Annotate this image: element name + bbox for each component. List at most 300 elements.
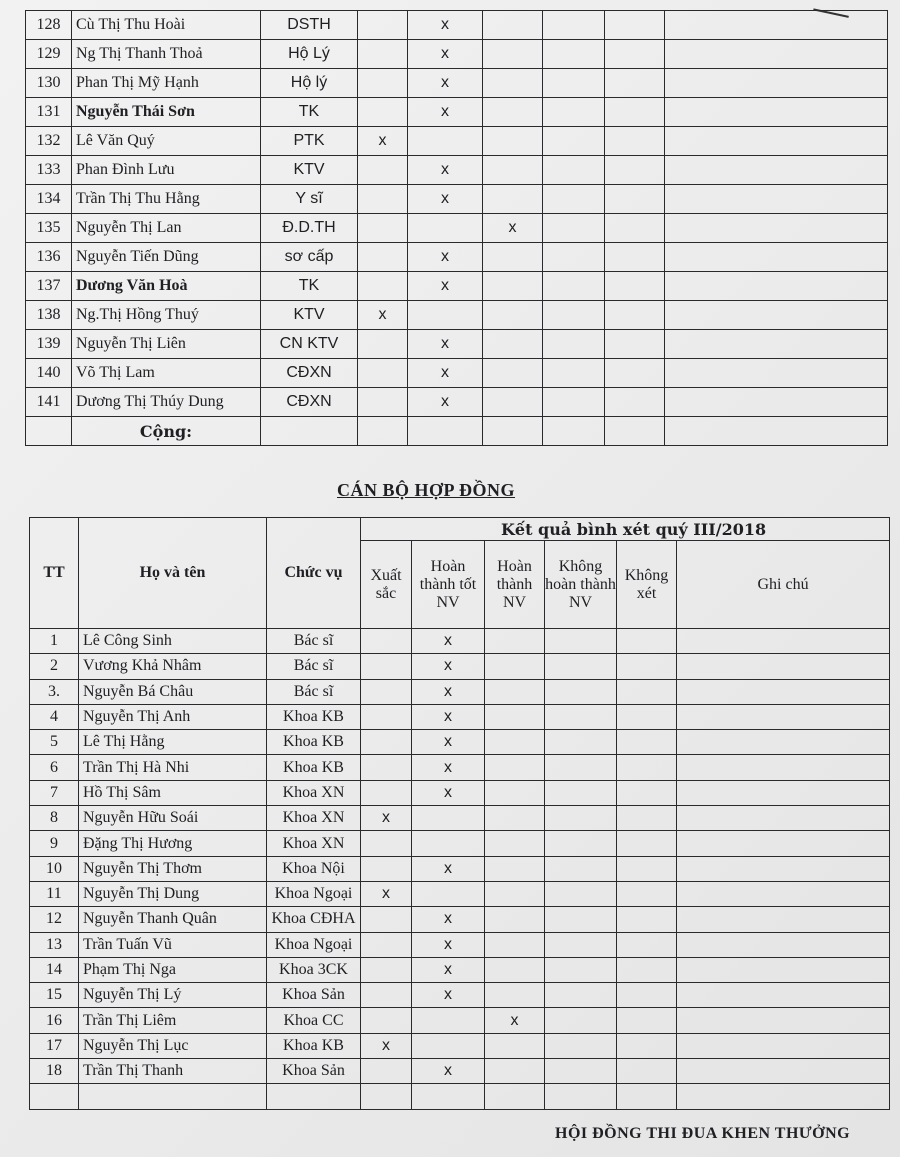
note-cell (677, 983, 890, 1008)
mark-khong-xet (617, 957, 677, 982)
staff-role: sơ cấp (261, 243, 358, 272)
note-cell (677, 907, 890, 932)
mark-hoan-thanh-tot: x (412, 907, 485, 932)
table-row (30, 730, 890, 755)
staff-role: Khoa KB (267, 755, 361, 780)
mark-hoan-thanh (485, 907, 545, 932)
top-table-body (26, 11, 888, 446)
staff-name: Nguyễn Thị Liên (72, 330, 261, 359)
mark-khong-xet (617, 983, 677, 1008)
mark-xuat-sac (358, 156, 408, 185)
row-number: 13 (30, 932, 79, 957)
mark-hoan-thanh (485, 1059, 545, 1084)
table-row (30, 755, 890, 780)
table-row (26, 388, 888, 417)
mark-hoan-thanh (483, 185, 543, 214)
mark-khong-hoan-thanh (545, 1033, 617, 1058)
section-title: CÁN BỘ HỢP ĐỒNG (337, 480, 516, 500)
mark-khong-xet (605, 301, 665, 330)
row-number: 136 (26, 243, 72, 272)
mark-hoan-thanh-tot (408, 301, 483, 330)
mark-hoan-thanh-tot: x (412, 780, 485, 805)
mark-khong-xet (617, 1059, 677, 1084)
staff-name: Nguyễn Tiến Dũng (72, 243, 261, 272)
total-row (26, 417, 888, 446)
mark-xuat-sac (358, 185, 408, 214)
mark-xuat-sac (361, 629, 412, 654)
mark-hoan-thanh (483, 98, 543, 127)
mark-hoan-thanh (485, 629, 545, 654)
mark-xuat-sac (361, 1059, 412, 1084)
staff-role: TK (261, 98, 358, 127)
note-cell (677, 704, 890, 729)
mark-khong-xet (605, 359, 665, 388)
row-number: 3. (30, 679, 79, 704)
mark-xuat-sac (361, 907, 412, 932)
mark-khong-hoan-thanh (545, 907, 617, 932)
header-hoan-thanh-tot: Hoàn thành tốt NV (412, 541, 485, 629)
mark-xuat-sac (358, 243, 408, 272)
mark-khong-xet (605, 388, 665, 417)
note-cell (665, 185, 888, 214)
mark-khong-xet (617, 780, 677, 805)
staff-name: Lê Công Sinh (79, 629, 267, 654)
table-row (30, 957, 890, 982)
mark-xuat-sac (358, 40, 408, 69)
staff-role: Khoa KB (267, 1033, 361, 1058)
mark-khong-xet (605, 214, 665, 243)
mark-hoan-thanh-tot: x (408, 156, 483, 185)
mark-hoan-thanh (483, 11, 543, 40)
mark-khong-xet (617, 679, 677, 704)
mark-hoan-thanh (483, 272, 543, 301)
note-cell (677, 932, 890, 957)
header-tt: TT (30, 518, 79, 629)
table-row (26, 330, 888, 359)
staff-name: Nguyễn Thái Sơn (72, 98, 261, 127)
staff-name: Phạm Thị Nga (79, 957, 267, 982)
mark-hoan-thanh (485, 831, 545, 856)
table-row (30, 780, 890, 805)
mark-xuat-sac: x (361, 1033, 412, 1058)
mark-hoan-thanh (483, 301, 543, 330)
staff-role: KTV (261, 301, 358, 330)
staff-name: Trần Thị Liêm (79, 1008, 267, 1033)
total-cell (483, 417, 543, 446)
mark-hoan-thanh (485, 1033, 545, 1058)
staff-name: Vương Khả Nhâm (79, 654, 267, 679)
staff-role: Y sĩ (261, 185, 358, 214)
mark-khong-xet (617, 806, 677, 831)
staff-role: Bác sĩ (267, 629, 361, 654)
mark-khong-hoan-thanh (543, 301, 605, 330)
mark-hoan-thanh-tot: x (412, 654, 485, 679)
top-staff-table (25, 10, 888, 446)
note-cell (677, 730, 890, 755)
total-cell (543, 417, 605, 446)
empty-cell (267, 1084, 361, 1109)
mark-khong-xet (605, 98, 665, 127)
mark-khong-xet (605, 185, 665, 214)
staff-name: Đặng Thị Hương (79, 831, 267, 856)
mark-khong-hoan-thanh (543, 330, 605, 359)
mark-khong-xet (605, 330, 665, 359)
row-number: 14 (30, 957, 79, 982)
mark-xuat-sac (358, 98, 408, 127)
row-number: 8 (30, 806, 79, 831)
staff-role: Khoa XN (267, 831, 361, 856)
empty-cell (545, 1084, 617, 1109)
mark-khong-hoan-thanh (545, 780, 617, 805)
total-cell (261, 417, 358, 446)
staff-role: TK (261, 272, 358, 301)
table-row (26, 127, 888, 156)
mark-khong-hoan-thanh (543, 40, 605, 69)
mark-hoan-thanh-tot: x (408, 69, 483, 98)
mark-xuat-sac: x (361, 881, 412, 906)
mark-khong-hoan-thanh (543, 185, 605, 214)
note-cell (665, 243, 888, 272)
table-row (30, 831, 890, 856)
note-cell (677, 755, 890, 780)
mark-khong-xet (605, 69, 665, 98)
staff-role: Khoa KB (267, 730, 361, 755)
mark-khong-xet (617, 704, 677, 729)
total-cell (358, 417, 408, 446)
mark-hoan-thanh-tot: x (412, 629, 485, 654)
empty-cell (30, 1084, 79, 1109)
table-row (30, 629, 890, 654)
staff-name: Nguyễn Hữu Soái (79, 806, 267, 831)
note-cell (665, 11, 888, 40)
mark-khong-xet (617, 654, 677, 679)
table-row (26, 11, 888, 40)
mark-khong-hoan-thanh (545, 856, 617, 881)
mark-khong-hoan-thanh (545, 755, 617, 780)
staff-role: CĐXN (261, 359, 358, 388)
mark-hoan-thanh-tot (412, 1033, 485, 1058)
mark-khong-xet (617, 1008, 677, 1033)
staff-name: Dương Văn Hoà (72, 272, 261, 301)
note-cell (665, 388, 888, 417)
mark-khong-xet (617, 932, 677, 957)
mark-hoan-thanh-tot: x (412, 856, 485, 881)
mark-hoan-thanh (485, 704, 545, 729)
staff-role: Đ.D.TH (261, 214, 358, 243)
mark-xuat-sac (361, 856, 412, 881)
staff-name: Võ Thị Lam (72, 359, 261, 388)
mark-hoan-thanh: x (485, 1008, 545, 1033)
staff-name: Hồ Thị Sâm (79, 780, 267, 805)
mark-hoan-thanh-tot: x (412, 957, 485, 982)
mark-xuat-sac (361, 730, 412, 755)
mark-khong-hoan-thanh (543, 388, 605, 417)
mark-hoan-thanh (483, 388, 543, 417)
row-number: 12 (30, 907, 79, 932)
staff-role: Khoa CĐHA (267, 907, 361, 932)
note-cell (665, 214, 888, 243)
staff-name: Trần Tuấn Vũ (79, 932, 267, 957)
table-row (26, 359, 888, 388)
mark-xuat-sac (361, 831, 412, 856)
staff-role: DSTH (261, 11, 358, 40)
header-role: Chức vụ (267, 518, 361, 629)
row-number: 7 (30, 780, 79, 805)
note-cell (677, 629, 890, 654)
mark-hoan-thanh (485, 755, 545, 780)
staff-name: Nguyễn Thị Thơm (79, 856, 267, 881)
note-cell (665, 272, 888, 301)
row-number: 129 (26, 40, 72, 69)
mark-hoan-thanh-tot: x (412, 983, 485, 1008)
mark-xuat-sac (361, 983, 412, 1008)
row-number: 16 (30, 1008, 79, 1033)
row-number: 17 (30, 1033, 79, 1058)
mark-xuat-sac (358, 272, 408, 301)
empty-cell (617, 1084, 677, 1109)
mark-hoan-thanh-tot (412, 1008, 485, 1033)
mark-hoan-thanh-tot: x (408, 98, 483, 127)
note-cell (665, 40, 888, 69)
row-number: 6 (30, 755, 79, 780)
mark-xuat-sac: x (361, 806, 412, 831)
table-row (30, 1008, 890, 1033)
row-number: 130 (26, 69, 72, 98)
mark-hoan-thanh-tot: x (408, 388, 483, 417)
row-number: 2 (30, 654, 79, 679)
table-row (30, 1033, 890, 1058)
mark-khong-hoan-thanh (543, 127, 605, 156)
table-row (30, 881, 890, 906)
staff-name: Phan Đình Lưu (72, 156, 261, 185)
note-cell (677, 679, 890, 704)
table-row (26, 214, 888, 243)
mark-hoan-thanh (483, 156, 543, 185)
mark-khong-hoan-thanh (543, 11, 605, 40)
header-ghi-chu: Ghi chú (677, 541, 890, 629)
header-hoan-thanh: Hoàn thành NV (485, 541, 545, 629)
row-number: 4 (30, 704, 79, 729)
staff-name: Nguyễn Thị Dung (79, 881, 267, 906)
row-number: 15 (30, 983, 79, 1008)
staff-role: CN KTV (261, 330, 358, 359)
mark-hoan-thanh-tot: x (408, 359, 483, 388)
staff-name: Lê Thị Hằng (79, 730, 267, 755)
table-row (30, 932, 890, 957)
staff-role: Khoa Ngoại (267, 932, 361, 957)
mark-hoan-thanh (485, 780, 545, 805)
row-number: 139 (26, 330, 72, 359)
mark-xuat-sac: x (358, 127, 408, 156)
mark-khong-xet (617, 856, 677, 881)
table-row (26, 301, 888, 330)
contract-table-body (30, 629, 890, 1110)
staff-role: CĐXN (261, 388, 358, 417)
note-cell (665, 301, 888, 330)
table-row (26, 98, 888, 127)
row-number: 137 (26, 272, 72, 301)
mark-khong-hoan-thanh (545, 730, 617, 755)
note-cell (665, 127, 888, 156)
mark-hoan-thanh-tot: x (412, 730, 485, 755)
staff-role: Khoa Ngoại (267, 881, 361, 906)
table-row (26, 40, 888, 69)
mark-xuat-sac (361, 932, 412, 957)
row-number: 10 (30, 856, 79, 881)
mark-hoan-thanh-tot: x (412, 704, 485, 729)
mark-hoan-thanh-tot: x (408, 272, 483, 301)
table-row (30, 704, 890, 729)
mark-hoan-thanh (483, 127, 543, 156)
staff-name: Trần Thị Thanh (79, 1059, 267, 1084)
total-label: Cộng: (72, 417, 261, 446)
note-cell (677, 654, 890, 679)
staff-name: Nguyễn Thị Lục (79, 1033, 267, 1058)
table-row (26, 69, 888, 98)
mark-khong-xet (605, 156, 665, 185)
mark-khong-hoan-thanh (545, 957, 617, 982)
mark-khong-hoan-thanh (545, 983, 617, 1008)
note-cell (677, 806, 890, 831)
mark-khong-hoan-thanh (545, 654, 617, 679)
row-number: 9 (30, 831, 79, 856)
mark-khong-hoan-thanh (543, 272, 605, 301)
mark-hoan-thanh-tot: x (408, 243, 483, 272)
table-row (26, 156, 888, 185)
staff-role: Hộ lý (261, 69, 358, 98)
mark-hoan-thanh (485, 856, 545, 881)
note-cell (677, 1059, 890, 1084)
mark-hoan-thanh-tot: x (412, 1059, 485, 1084)
total-cell (408, 417, 483, 446)
staff-role: Khoa XN (267, 780, 361, 805)
mark-xuat-sac (361, 654, 412, 679)
mark-khong-hoan-thanh (543, 359, 605, 388)
note-cell (677, 881, 890, 906)
mark-khong-hoan-thanh (543, 69, 605, 98)
mark-hoan-thanh-tot: x (408, 330, 483, 359)
note-cell (677, 1008, 890, 1033)
row-number: 128 (26, 11, 72, 40)
mark-khong-hoan-thanh (543, 214, 605, 243)
total-cell (605, 417, 665, 446)
mark-khong-hoan-thanh (545, 1008, 617, 1033)
staff-role: Bác sĩ (267, 679, 361, 704)
mark-khong-hoan-thanh (545, 831, 617, 856)
mark-hoan-thanh-tot (408, 127, 483, 156)
row-number: 135 (26, 214, 72, 243)
table-row (30, 907, 890, 932)
mark-khong-hoan-thanh (545, 881, 617, 906)
empty-cell (485, 1084, 545, 1109)
mark-khong-hoan-thanh (545, 679, 617, 704)
mark-hoan-thanh (485, 881, 545, 906)
total-cell (665, 417, 888, 446)
mark-khong-xet (617, 730, 677, 755)
mark-hoan-thanh (483, 359, 543, 388)
staff-role: Khoa CC (267, 1008, 361, 1033)
staff-name: Ng Thị Thanh Thoả (72, 40, 261, 69)
row-number: 5 (30, 730, 79, 755)
mark-xuat-sac (361, 780, 412, 805)
mark-hoan-thanh-tot: x (412, 932, 485, 957)
note-cell (677, 957, 890, 982)
mark-hoan-thanh-tot (408, 214, 483, 243)
mark-xuat-sac: x (358, 301, 408, 330)
row-number: 134 (26, 185, 72, 214)
mark-xuat-sac (358, 330, 408, 359)
row-number: 141 (26, 388, 72, 417)
mark-khong-hoan-thanh (545, 932, 617, 957)
mark-hoan-thanh (485, 957, 545, 982)
staff-role: Bác sĩ (267, 654, 361, 679)
staff-role: Khoa Sản (267, 1059, 361, 1084)
row-number: 140 (26, 359, 72, 388)
table-row (30, 679, 890, 704)
mark-hoan-thanh (485, 932, 545, 957)
mark-hoan-thanh-tot (412, 806, 485, 831)
mark-hoan-thanh-tot (412, 831, 485, 856)
mark-xuat-sac (361, 755, 412, 780)
note-cell (677, 780, 890, 805)
mark-hoan-thanh (483, 330, 543, 359)
mark-hoan-thanh (483, 243, 543, 272)
table-row (26, 272, 888, 301)
empty-cell (677, 1084, 890, 1109)
note-cell (665, 156, 888, 185)
row-number: 131 (26, 98, 72, 127)
staff-role: KTV (261, 156, 358, 185)
table-row (26, 185, 888, 214)
staff-role: Khoa 3CK (267, 957, 361, 982)
empty-cell (412, 1084, 485, 1109)
staff-role: Hộ Lý (261, 40, 358, 69)
mark-hoan-thanh: x (483, 214, 543, 243)
note-cell (677, 1033, 890, 1058)
note-cell (665, 359, 888, 388)
staff-name: Ng.Thị Hồng Thuý (72, 301, 261, 330)
mark-xuat-sac (358, 69, 408, 98)
staff-name: Trần Thị Hà Nhi (79, 755, 267, 780)
empty-row (30, 1084, 890, 1109)
mark-xuat-sac (358, 214, 408, 243)
note-cell (677, 856, 890, 881)
mark-hoan-thanh-tot: x (408, 185, 483, 214)
mark-khong-hoan-thanh (543, 156, 605, 185)
row-number: 18 (30, 1059, 79, 1084)
mark-hoan-thanh (485, 679, 545, 704)
note-cell (665, 69, 888, 98)
mark-khong-xet (617, 1033, 677, 1058)
staff-name: Nguyễn Thị Lan (72, 214, 261, 243)
row-number: 132 (26, 127, 72, 156)
mark-hoan-thanh (485, 983, 545, 1008)
empty-cell (361, 1084, 412, 1109)
staff-name: Trần Thị Thu Hằng (72, 185, 261, 214)
mark-xuat-sac (361, 957, 412, 982)
mark-khong-xet (617, 831, 677, 856)
contract-staff-table (29, 517, 890, 1110)
note-cell (677, 831, 890, 856)
mark-hoan-thanh (485, 806, 545, 831)
staff-role: Khoa XN (267, 806, 361, 831)
row-number: 1 (30, 629, 79, 654)
mark-xuat-sac (358, 359, 408, 388)
mark-khong-hoan-thanh (545, 629, 617, 654)
header-result: Kết quả bình xét quý III/2018 (361, 518, 890, 541)
mark-hoan-thanh-tot: x (412, 679, 485, 704)
staff-name: Nguyễn Thị Anh (79, 704, 267, 729)
